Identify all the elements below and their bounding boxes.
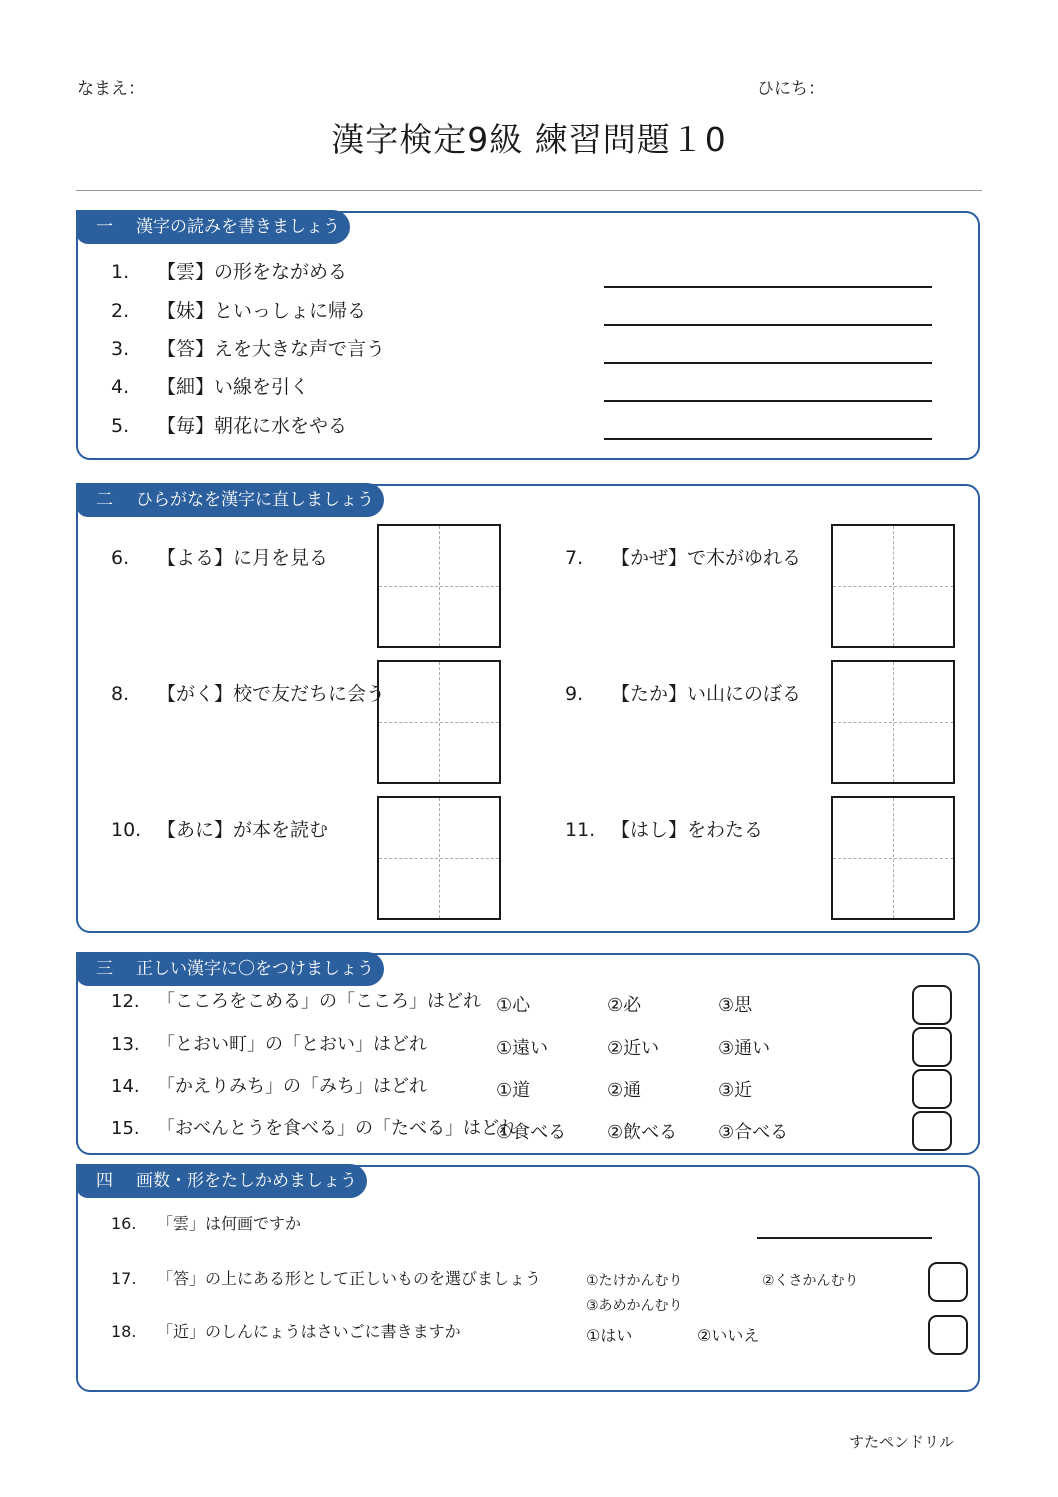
kanji-box-8[interactable] <box>377 660 501 784</box>
question-6: 6. 【よる】に月を見る <box>111 547 329 569</box>
question-8: 8. 【がく】校で友だちに会う <box>111 683 386 705</box>
answer-box-14[interactable] <box>912 1069 952 1109</box>
question-18: 18. 「近」のしんにょうはさいごに書きますか <box>111 1322 461 1341</box>
kanji-box-7[interactable] <box>831 524 955 648</box>
option-18-2[interactable]: ②いいえ <box>697 1326 760 1345</box>
question-5: 5. 【毎】朝花に水をやる <box>111 415 348 437</box>
name-label: なまえ： <box>77 79 145 99</box>
option-17-2[interactable]: ②くさかんむり <box>762 1273 859 1289</box>
answer-line-4[interactable] <box>604 400 932 402</box>
question-17: 17. 「答」の上にある形として正しいものを選びましょう <box>111 1269 542 1288</box>
option-13-1[interactable]: ①遠い <box>496 1038 549 1059</box>
kanji-box-9[interactable] <box>831 660 955 784</box>
option-12-3[interactable]: ③思 <box>718 995 753 1016</box>
answer-line-5[interactable] <box>604 438 932 440</box>
answer-box-13[interactable] <box>912 1027 952 1067</box>
brand-label: すたペンドリル <box>849 1433 955 1451</box>
question-16: 16. 「雲」は何画ですか <box>111 1214 302 1233</box>
kanji-box-6[interactable] <box>377 524 501 648</box>
question-13: 13. 「とおい町」の「とおい」はどれ <box>111 1034 427 1055</box>
question-15: 15. 「おべんとうを食べる」の「たべる」はどれ <box>111 1118 517 1139</box>
answer-box-15[interactable] <box>912 1111 952 1151</box>
kanji-box-11[interactable] <box>831 796 955 920</box>
option-14-3[interactable]: ③近 <box>718 1080 753 1101</box>
page-title: 漢字検定9級 練習問題１0 <box>331 120 727 159</box>
question-12: 12. 「こころをこめる」の「こころ」はどれ <box>111 991 481 1012</box>
option-15-3[interactable]: ③合べる <box>718 1122 789 1143</box>
question-4: 4. 【細】い線を引く <box>111 376 310 398</box>
answer-box-17[interactable] <box>928 1262 968 1302</box>
section-tag: 四 画数・形をたしかめましょう <box>76 1164 367 1198</box>
section-tag: 二 ひらがなを漢字に直しましょう <box>76 483 384 517</box>
header-divider <box>76 190 982 191</box>
question-2: 2. 【妹】といっしょに帰る <box>111 300 367 322</box>
date-label: ひにち： <box>757 79 825 99</box>
question-7: 7. 【かぜ】で木がゆれる <box>565 547 802 569</box>
answer-line-3[interactable] <box>604 362 932 364</box>
question-10: 10. 【あに】が本を読む <box>111 819 329 841</box>
question-3: 3. 【答】えを大きな声で言う <box>111 338 386 360</box>
kanji-box-10[interactable] <box>377 796 501 920</box>
answer-line-16[interactable] <box>757 1237 932 1239</box>
question-1: 1. 【雲】の形をながめる <box>111 261 348 283</box>
option-13-2[interactable]: ②近い <box>607 1038 660 1059</box>
answer-box-12[interactable] <box>912 985 952 1025</box>
option-12-2[interactable]: ②必 <box>607 995 642 1016</box>
answer-box-18[interactable] <box>928 1315 968 1355</box>
option-13-3[interactable]: ③通い <box>718 1038 771 1059</box>
question-9: 9. 【たか】い山にのぼる <box>565 683 802 705</box>
option-12-1[interactable]: ①心 <box>496 995 531 1016</box>
option-14-1[interactable]: ①道 <box>496 1080 531 1101</box>
option-15-1[interactable]: ①食べる <box>496 1122 567 1143</box>
option-17-3[interactable]: ③あめかんむり <box>586 1298 683 1314</box>
option-17-1[interactable]: ①たけかんむり <box>586 1273 683 1289</box>
section-tag: 一 漢字の読みを書きましょう <box>76 210 350 244</box>
option-14-2[interactable]: ②通 <box>607 1080 642 1101</box>
option-18-1[interactable]: ①はい <box>586 1326 633 1345</box>
question-11: 11. 【はし】をわたる <box>565 819 764 841</box>
option-15-2[interactable]: ②飲べる <box>607 1122 678 1143</box>
answer-line-2[interactable] <box>604 324 932 326</box>
question-14: 14. 「かえりみち」の「みち」はどれ <box>111 1076 427 1097</box>
answer-line-1[interactable] <box>604 286 932 288</box>
section-tag: 三 正しい漢字に〇をつけましょう <box>76 952 384 986</box>
